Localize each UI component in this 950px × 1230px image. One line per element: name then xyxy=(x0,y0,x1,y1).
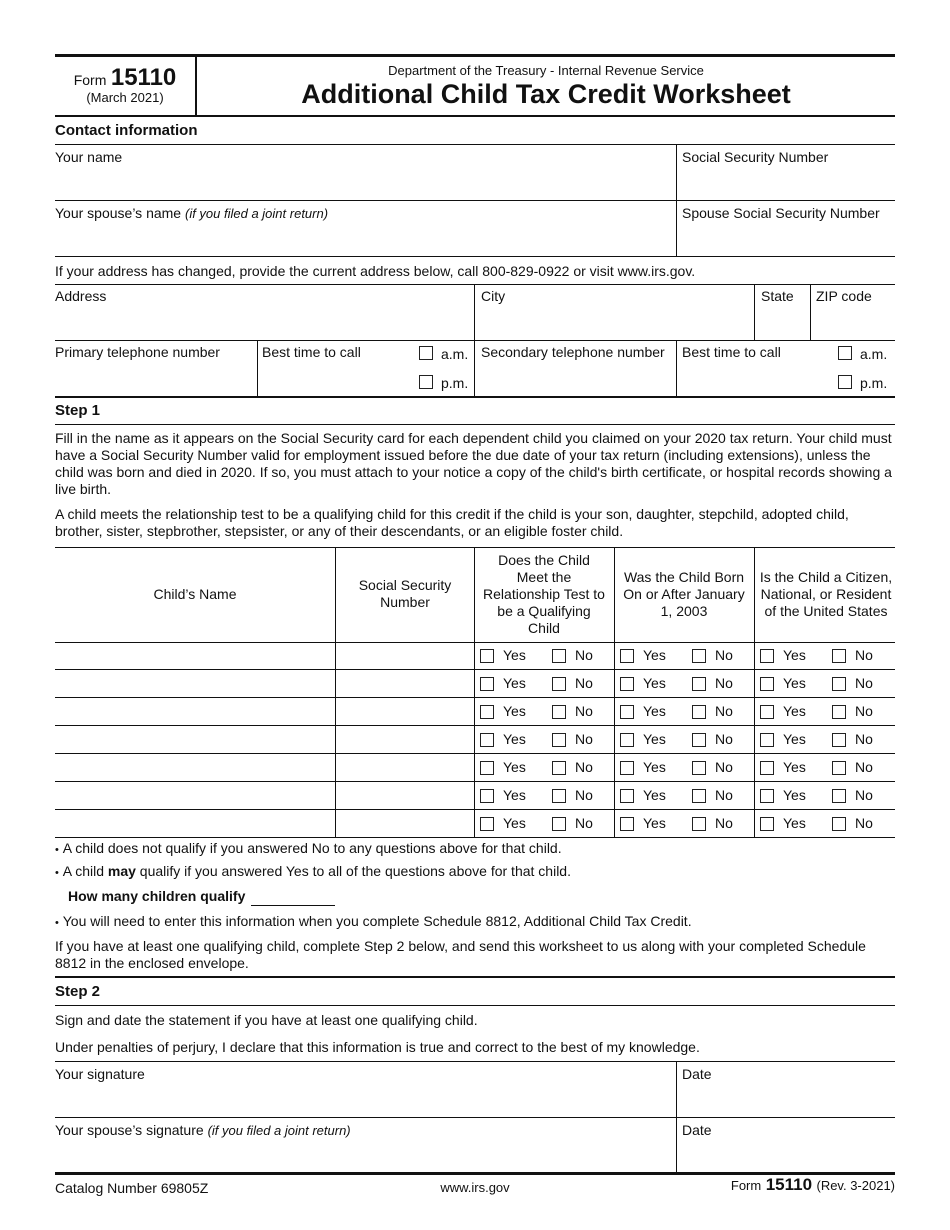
rule xyxy=(754,284,755,340)
spouse-name-text: Your spouse’s name xyxy=(55,205,182,221)
relationship-no-checkbox[interactable] xyxy=(552,705,566,719)
child-name-field[interactable] xyxy=(55,755,334,781)
footer-form-word: Form xyxy=(730,1178,762,1193)
form-word: Form xyxy=(73,72,107,88)
relationship-yes-label: Yes xyxy=(503,731,526,747)
relationship-yes-label: Yes xyxy=(503,703,526,719)
born-after-no-label: No xyxy=(715,759,733,775)
relationship-no-label: No xyxy=(575,759,593,775)
address-field[interactable] xyxy=(55,306,471,336)
header-bottom-rule xyxy=(55,115,895,117)
citizen-no-checkbox[interactable] xyxy=(832,817,846,831)
relationship-yes-label: Yes xyxy=(503,675,526,691)
spouse-name-label xyxy=(55,205,328,221)
date-2-field[interactable] xyxy=(679,1140,893,1170)
child-ssn-field[interactable] xyxy=(336,783,473,809)
rule xyxy=(754,547,755,837)
citizen-yes-checkbox[interactable] xyxy=(760,649,774,663)
relationship-yes-checkbox[interactable] xyxy=(480,761,494,775)
spouse-signature-note: (if you filed a joint return) xyxy=(207,1123,351,1138)
secondary-phone-field[interactable] xyxy=(477,362,673,392)
rule xyxy=(55,144,895,145)
born-after-no-label: No xyxy=(715,703,733,719)
rule xyxy=(257,340,258,396)
row-rule xyxy=(55,837,895,838)
child-name-field[interactable] xyxy=(55,811,334,837)
spouse-signature-label xyxy=(55,1122,351,1138)
your-signature-field[interactable] xyxy=(55,1084,673,1114)
relationship-no-checkbox[interactable] xyxy=(552,649,566,663)
form-id-block xyxy=(55,64,195,105)
relationship-yes-checkbox[interactable] xyxy=(480,789,494,803)
relationship-yes-label: Yes xyxy=(503,815,526,831)
born-after-yes-label: Yes xyxy=(643,731,666,747)
rule xyxy=(55,340,895,341)
relationship-yes-checkbox[interactable] xyxy=(480,817,494,831)
relationship-no-label: No xyxy=(575,731,593,747)
citizen-yes-label: Yes xyxy=(783,647,806,663)
citizen-yes-checkbox[interactable] xyxy=(760,817,774,831)
citizen-yes-checkbox[interactable] xyxy=(760,705,774,719)
citizen-no-checkbox[interactable] xyxy=(832,761,846,775)
citizen-no-checkbox[interactable] xyxy=(832,705,846,719)
born-after-no-checkbox[interactable] xyxy=(692,677,706,691)
child-ssn-field[interactable] xyxy=(336,727,473,753)
state-label: State xyxy=(761,288,794,304)
rule xyxy=(55,547,895,548)
born-after-no-checkbox[interactable] xyxy=(692,817,706,831)
spouse-ssn-field[interactable] xyxy=(679,222,893,252)
citizen-yes-checkbox[interactable] xyxy=(760,789,774,803)
citizen-yes-label: Yes xyxy=(783,759,806,775)
child-name-field[interactable] xyxy=(55,643,334,669)
citizen-no-label: No xyxy=(855,759,873,775)
contact-heading: Contact information xyxy=(55,122,198,139)
child-name-field[interactable] xyxy=(55,699,334,725)
primary-phone-label: Primary telephone number xyxy=(55,344,220,360)
citizen-yes-label: Yes xyxy=(783,787,806,803)
rule xyxy=(810,284,811,340)
footer-form-number: 15110 xyxy=(765,1175,813,1194)
citizen-yes-checkbox[interactable] xyxy=(760,733,774,747)
spouse-signature-field[interactable] xyxy=(55,1140,673,1170)
relationship-no-label: No xyxy=(575,787,593,803)
bullet-schedule: • You will need to enter this information when you complete Schedule 8812, Additional Child Tax Credit. xyxy=(55,913,692,929)
born-after-yes-label: Yes xyxy=(643,759,666,775)
bullet-schedule-text: You will need to enter this information when you complete Schedule 8812, Additional Child Tax Credit. xyxy=(62,913,692,929)
your-name-label: Your name xyxy=(55,149,123,165)
rule xyxy=(55,396,895,398)
citizen-no-checkbox[interactable] xyxy=(832,677,846,691)
agency-name: Department of the Treasury - Internal Revenue Service xyxy=(388,63,704,78)
born-after-yes-checkbox[interactable] xyxy=(620,705,634,719)
child-ssn-field[interactable] xyxy=(336,643,473,669)
born-after-yes-checkbox[interactable] xyxy=(620,733,634,747)
born-after-yes-label: Yes xyxy=(643,815,666,831)
zip-field[interactable] xyxy=(813,306,893,336)
date-2-label: Date xyxy=(682,1122,712,1138)
address-label: Address xyxy=(55,288,107,304)
born-after-no-label: No xyxy=(715,647,733,663)
born-after-yes-checkbox[interactable] xyxy=(620,817,634,831)
born-after-yes-label: Yes xyxy=(643,703,666,719)
pm-2-label: p.m. xyxy=(860,375,888,391)
born-after-no-label: No xyxy=(715,787,733,803)
form-title: Additional Child Tax Credit Worksheet xyxy=(301,79,791,109)
row-rule xyxy=(55,697,895,698)
bullet-not-qualify: • A child does not qualify if you answered No to any questions above for that child. xyxy=(55,840,562,856)
city-field[interactable] xyxy=(477,306,751,336)
row-rule xyxy=(55,781,895,782)
step1-paragraph-1: Fill in the name as it appears on the Social Security card for each dependent child you claimed on your 2020 tax return. Your child must have a Social Security Number valid for employment issued before the due date of your tax return (including extensions), unless the child was born and died in 2020. If so, you must attach to your notice a copy of the child's birth certificate, or hospital records showing a live birth. xyxy=(55,430,892,497)
rule xyxy=(676,340,677,396)
row-rule xyxy=(55,809,895,810)
footer-form-id xyxy=(615,1175,895,1195)
best-time-label: Best time to call xyxy=(262,344,361,360)
am-2-label: a.m. xyxy=(860,346,888,362)
your-signature-label: Your signature xyxy=(55,1066,145,1082)
citizen-yes-checkbox[interactable] xyxy=(760,677,774,691)
rule xyxy=(55,284,895,285)
bullet-may-qualify-pre: A child xyxy=(62,863,108,879)
address-note: If your address has changed, provide the current address below, call 800-829-0922 or visit www.irs.gov. xyxy=(55,263,696,279)
rule xyxy=(55,424,895,425)
relationship-no-checkbox[interactable] xyxy=(552,677,566,691)
citizen-no-label: No xyxy=(855,703,873,719)
how-many-label: How many children qualify xyxy=(68,888,246,904)
spouse-ssn-label: Spouse Social Security Number xyxy=(682,205,880,221)
bullet-not-qualify-text: A child does not qualify if you answered No to any questions above for that child. xyxy=(62,840,562,856)
city-label: City xyxy=(481,288,506,304)
col-relationship-test: Does the Child Meet the Relationship Test to be a Qualifying Child xyxy=(483,552,605,636)
born-after-no-checkbox[interactable] xyxy=(692,789,706,803)
child-name-field[interactable] xyxy=(55,671,334,697)
child-ssn-field[interactable] xyxy=(336,755,473,781)
rule xyxy=(614,547,615,837)
row-rule xyxy=(55,669,895,670)
relationship-yes-label: Yes xyxy=(503,759,526,775)
am-2-checkbox[interactable] xyxy=(838,346,852,360)
step1-paragraph-2: A child meets the relationship test to be a qualifying child for this credit if the child is your son, daughter, stepchild, adopted child, brother, sister, stepbrother, stepsister, or any of their descendants, or an eligible foster child. xyxy=(55,506,849,539)
bullet-may-qualify-post: qualify if you answered Yes to all of the questions above for that child. xyxy=(135,863,571,879)
top-rule xyxy=(55,54,895,57)
col-child-name: Child’s Name xyxy=(153,586,237,602)
born-after-yes-label: Yes xyxy=(643,647,666,663)
bullet-may-qualify: • A child may qualify if you answered Yes to all of the questions above for that child. xyxy=(55,863,571,879)
citizen-yes-checkbox[interactable] xyxy=(760,761,774,775)
catalog-number: Catalog Number 69805Z xyxy=(55,1180,209,1196)
relationship-yes-checkbox[interactable] xyxy=(480,677,494,691)
rule xyxy=(55,200,895,201)
spouse-signature-text: Your spouse’s signature xyxy=(55,1122,204,1138)
rule xyxy=(55,1061,895,1062)
citizen-no-checkbox[interactable] xyxy=(832,789,846,803)
step1-paragraph-3: If you have at least one qualifying child, complete Step 2 below, and send this worksheet to us along with your completed Schedule 8812 in the enclosed envelope. xyxy=(55,938,866,971)
born-after-yes-checkbox[interactable] xyxy=(620,761,634,775)
citizen-yes-label: Yes xyxy=(783,815,806,831)
relationship-yes-label: Yes xyxy=(503,647,526,663)
form-number: 15110 xyxy=(110,64,177,91)
step1-heading: Step 1 xyxy=(55,402,101,419)
citizen-yes-label: Yes xyxy=(783,675,806,691)
form-date: (March 2021) xyxy=(86,90,164,105)
best-time-2-label: Best time to call xyxy=(682,344,781,360)
relationship-no-checkbox[interactable] xyxy=(552,817,566,831)
child-ssn-field[interactable] xyxy=(336,671,473,697)
born-after-no-label: No xyxy=(715,815,733,831)
col-born-after: Was the Child Born On or After January 1, 2003 xyxy=(623,569,745,619)
child-ssn-field[interactable] xyxy=(336,699,473,725)
spouse-name-field[interactable] xyxy=(55,222,673,252)
child-name-field[interactable] xyxy=(55,783,334,809)
date-1-label: Date xyxy=(682,1066,712,1082)
bullet-may-qualify-bold: may xyxy=(107,863,136,879)
footer-rev: (Rev. 3-2021) xyxy=(816,1178,895,1193)
born-after-no-checkbox[interactable] xyxy=(692,649,706,663)
child-name-field[interactable] xyxy=(55,727,334,753)
citizen-yes-label: Yes xyxy=(783,731,806,747)
step2-heading: Step 2 xyxy=(55,983,101,1000)
born-after-no-checkbox[interactable] xyxy=(692,705,706,719)
relationship-no-checkbox[interactable] xyxy=(552,789,566,803)
step2-paragraph-1: Sign and date the statement if you have at least one qualifying child. xyxy=(55,1012,478,1028)
relationship-yes-checkbox[interactable] xyxy=(480,705,494,719)
col-ssn: Social Security Number xyxy=(358,577,452,610)
citizen-no-checkbox[interactable] xyxy=(832,733,846,747)
rule xyxy=(55,256,895,257)
relationship-no-checkbox[interactable] xyxy=(552,761,566,775)
rule xyxy=(55,976,895,978)
citizen-no-label: No xyxy=(855,787,873,803)
spouse-name-note: (if you filed a joint return) xyxy=(184,206,329,221)
pm-checkbox[interactable] xyxy=(419,375,433,389)
born-after-yes-checkbox[interactable] xyxy=(620,649,634,663)
citizen-no-label: No xyxy=(855,647,873,663)
rule xyxy=(55,1005,895,1006)
born-after-yes-checkbox[interactable] xyxy=(620,677,634,691)
ssn-label: Social Security Number xyxy=(682,149,829,165)
relationship-yes-checkbox[interactable] xyxy=(480,649,494,663)
born-after-yes-checkbox[interactable] xyxy=(620,789,634,803)
relationship-no-label: No xyxy=(575,647,593,663)
col-citizen: Is the Child a Citizen, National, or Resident of the United States xyxy=(759,569,893,619)
born-after-no-label: No xyxy=(715,731,733,747)
relationship-yes-checkbox[interactable] xyxy=(480,733,494,747)
primary-phone-field[interactable] xyxy=(55,362,253,392)
ssn-field[interactable] xyxy=(679,166,893,196)
born-after-no-checkbox[interactable] xyxy=(692,733,706,747)
child-ssn-field[interactable] xyxy=(336,811,473,837)
pm-label: p.m. xyxy=(441,375,469,391)
born-after-no-checkbox[interactable] xyxy=(692,761,706,775)
relationship-yes-label: Yes xyxy=(503,787,526,803)
relationship-no-checkbox[interactable] xyxy=(552,733,566,747)
born-after-no-label: No xyxy=(715,675,733,691)
citizen-no-label: No xyxy=(855,675,873,691)
footer-website: www.irs.gov xyxy=(440,1180,510,1195)
rule xyxy=(55,1117,895,1118)
citizen-no-label: No xyxy=(855,815,873,831)
relationship-no-label: No xyxy=(575,675,593,691)
row-rule xyxy=(55,753,895,754)
date-1-field[interactable] xyxy=(679,1084,893,1114)
born-after-yes-label: Yes xyxy=(643,675,666,691)
zip-label: ZIP code xyxy=(816,288,872,304)
citizen-no-checkbox[interactable] xyxy=(832,649,846,663)
citizen-no-label: No xyxy=(855,731,873,747)
relationship-no-label: No xyxy=(575,815,593,831)
rule xyxy=(474,547,475,837)
row-rule xyxy=(55,725,895,726)
step2-paragraph-2: Under penalties of perjury, I declare that this information is true and correct to the best of my knowledge. xyxy=(55,1039,700,1055)
am-checkbox[interactable] xyxy=(419,346,433,360)
pm-2-checkbox[interactable] xyxy=(838,375,852,389)
born-after-yes-label: Yes xyxy=(643,787,666,803)
state-field[interactable] xyxy=(757,306,807,336)
your-name-field[interactable] xyxy=(55,166,673,196)
citizen-yes-label: Yes xyxy=(783,703,806,719)
secondary-phone-label: Secondary telephone number xyxy=(481,344,665,360)
am-label: a.m. xyxy=(441,346,469,362)
relationship-no-label: No xyxy=(575,703,593,719)
how-many-field[interactable] xyxy=(251,887,335,906)
